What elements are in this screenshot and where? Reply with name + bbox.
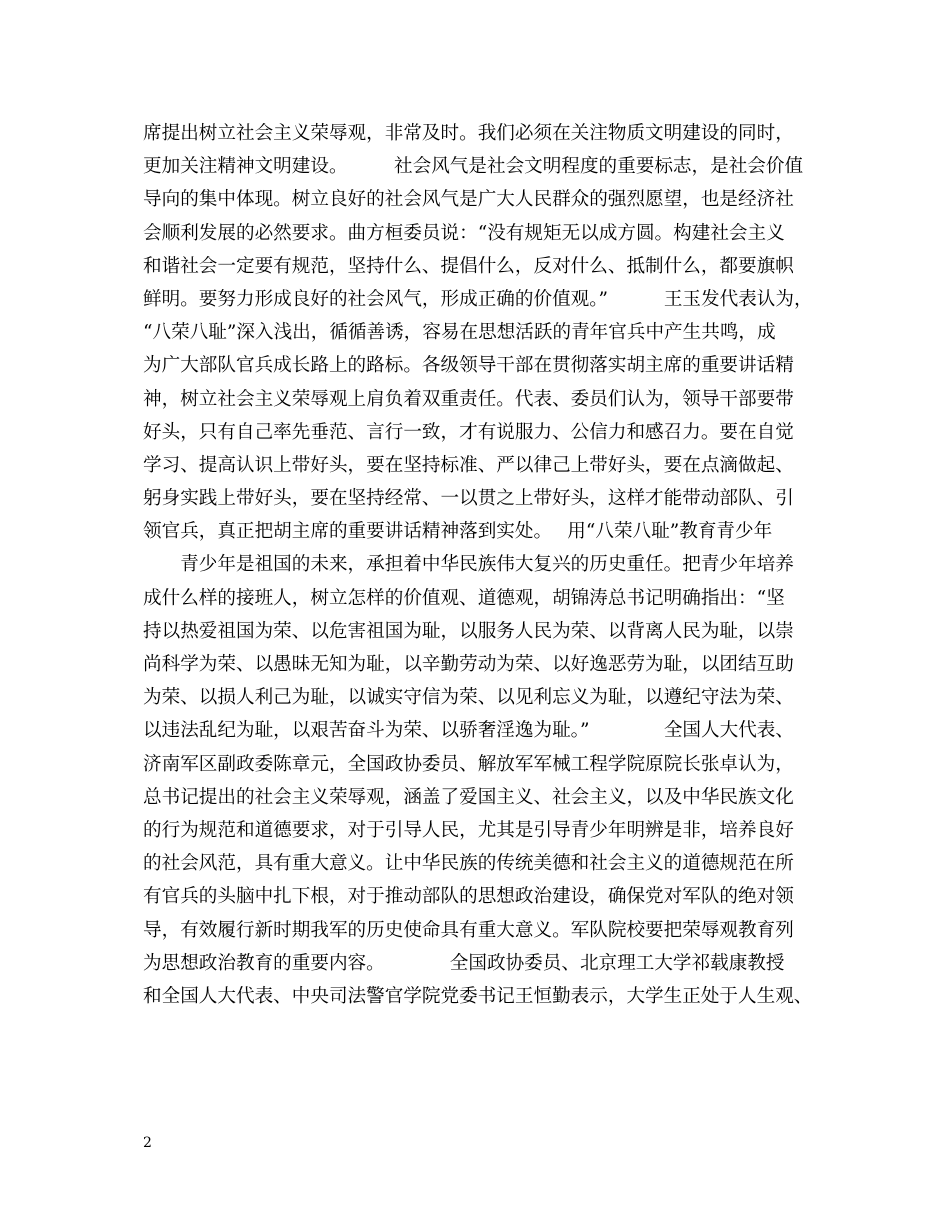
text-line: 领官兵，真正把胡主席的重要讲话精神落到实处。 用“八荣八耻”教育青少年: [143, 521, 773, 543]
text-line: 学习、提高认识上带好头，要在坚持标准、严以律己上带好头，要在点滴做起、: [143, 454, 794, 476]
text-line: 为思想政治教育的重要内容。 全国政协委员、北京理工大学祁载康教授: [143, 952, 785, 974]
text-line: “八荣八耻”深入浅出，循循善诱，容易在思想活跃的青年官兵中产生共鸣，成: [143, 322, 776, 344]
body-text: [143, 117, 823, 1013]
text-line: 为荣、以损人利己为耻，以诚实守信为荣、以见利忘义为耻，以遵纪守法为荣、: [143, 687, 794, 709]
text-line: 导向的集中体现。树立良好的社会风气是广大人民群众的强烈愿望，也是经济社: [143, 189, 794, 211]
text-line: 总书记提出的社会主义荣辱观，涵盖了爱国主义、社会主义，以及中华民族文化: [143, 786, 794, 808]
text-line: 成什么样的接班人，树立怎样的价值观、道德观，胡锦涛总书记明确指出：“坚: [143, 587, 785, 609]
text-line: 尚科学为荣、以愚昧无知为耻，以辛勤劳动为荣、以好逸恶劳为耻，以团结互助: [143, 654, 794, 675]
text-line: 更加关注精神文明建设。 社会风气是社会文明程度的重要标志，是社会价值: [143, 156, 804, 178]
page-number: 2: [143, 1135, 152, 1151]
text-line: 躬身实践上带好头，要在坚持经常、一以贯之上带好头，这样才能带动部队、引: [143, 488, 794, 510]
text-line: 和全国人大代表、中央司法警官学院党委书记王恒勤表示，大学生正处于人生观、: [143, 985, 813, 1007]
text-line: 好头，只有自己率先垂范、言行一致，才有说服力、公信力和感召力。要在自觉: [143, 421, 794, 443]
text-line: 导，有效履行新时期我军的历史使命具有重大意义。军队院校要把荣辱观教育列: [143, 919, 794, 941]
text-line: 为广大部队官兵成长路上的路标。各级领导干部在贯彻落实胡主席的重要讲话精: [143, 355, 794, 377]
text-line: 和谐社会一定要有规范，坚持什么、提倡什么，反对什么、抵制什么，都要旗帜: [143, 255, 794, 277]
text-line: 持以热爱祖国为荣、以危害祖国为耻，以服务人民为荣、以背离人民为耻，以崇: [143, 620, 794, 642]
text-line: 鲜明。要努力形成良好的社会风气，形成正确的价值观。” 王玉发代表认为，: [143, 288, 813, 310]
text-line: 的社会风范，具有重大意义。让中华民族的传统美德和社会主义的道德规范在所: [143, 853, 794, 875]
text-line: 的行为规范和道德要求，对于引导人民，尤其是引导青少年明辨是非，培养良好: [143, 819, 794, 841]
text-line: 有官兵的头脑中扎下根，对于推动部队的思想政治建设，确保党对军队的绝对领: [143, 886, 794, 908]
text-line: 济南军区副政委陈章元，全国政协委员、解放军军械工程学院原院长张卓认为，: [143, 753, 794, 775]
text-line: 席提出树立社会主义荣辱观，非常及时。我们必须在关注物质文明建设的同时，: [143, 123, 794, 144]
text-line: 以违法乱纪为耻，以艰苦奋斗为荣、以骄奢淫逸为耻。” 全国人大代表、: [143, 720, 794, 742]
text-line: 会顺利发展的必然要求。曲方桓委员说：“没有规矩无以成方圆。构建社会主义: [143, 222, 785, 244]
text-line: 神，树立社会主义荣辱观上肩负着双重责任。代表、委员们认为，领导干部要带: [143, 388, 794, 410]
text-line: 青少年是祖国的未来，承担着中华民族伟大复兴的历史重任。把青少年培养: [143, 554, 794, 576]
